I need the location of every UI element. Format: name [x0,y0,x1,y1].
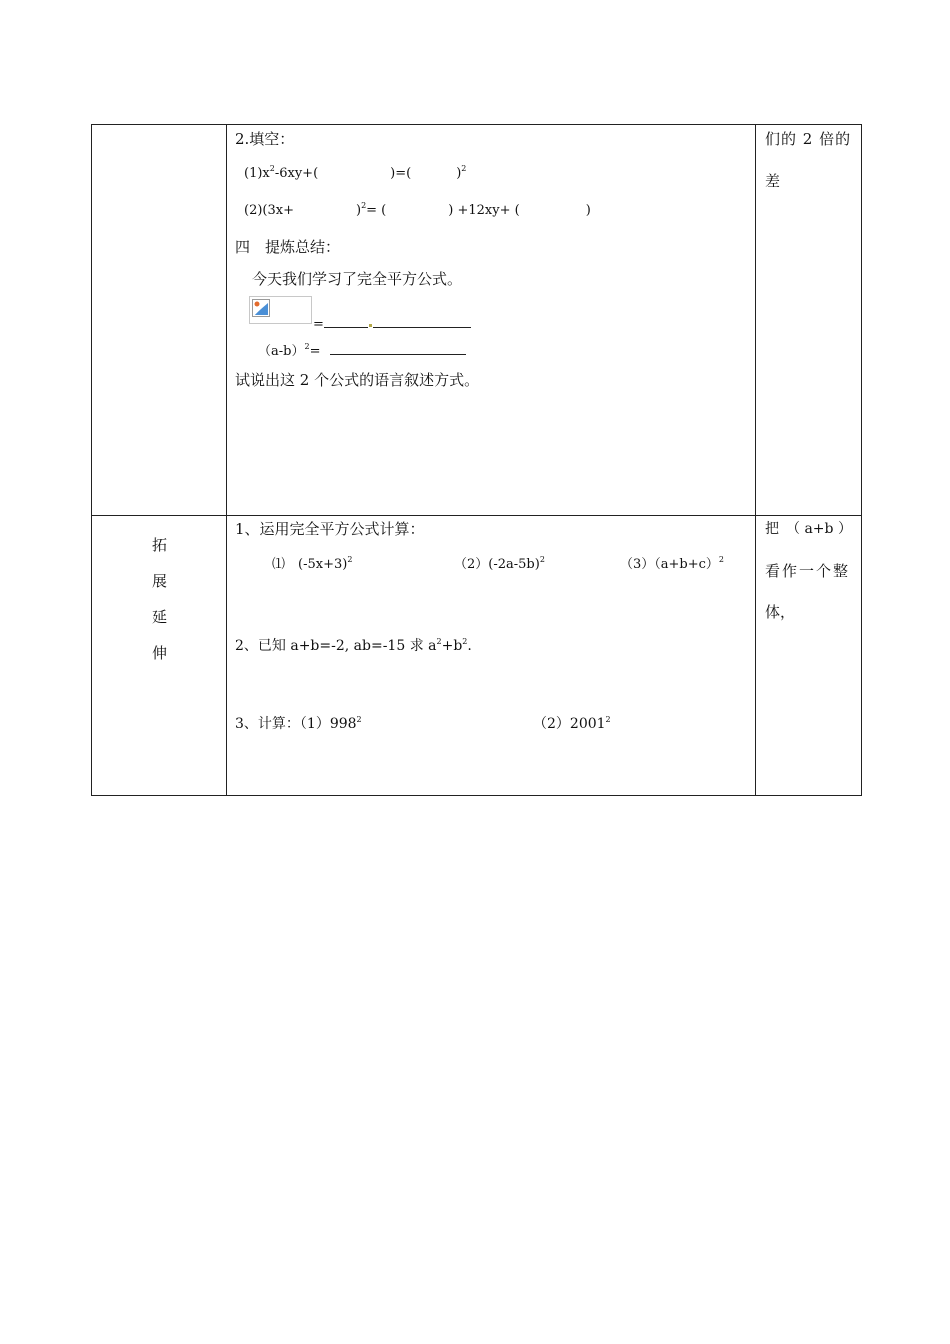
ink-dot [369,324,372,327]
extension-task-1: 1、运用完全平方公式计算： [235,520,425,538]
summary-prompt: 试说出这 2 个公式的语言叙述方式。 [235,371,480,389]
lesson-table [91,124,862,796]
note-text-line-1: 们的 2 倍的 [765,130,852,148]
summary-section-title: 四 提炼总结： [235,238,341,256]
task-1-part-a: ⑴ $(-5x+3)^2$ [272,555,353,572]
formula-image-placeholder [249,296,312,324]
column-divider-right [755,125,756,795]
hint-text-line-2: 看作一个整 [765,562,851,580]
side-label-char-2: 展 [152,572,168,590]
side-label-char-3: 延 [152,608,168,626]
hint-text-line-1: 把 （ a+b ） [765,521,852,537]
formula-1-answer-line: = [313,313,471,334]
column-divider-left [226,125,227,795]
fill-question-1: $(1)x^2-6xy+$( )=( )$^2$ [244,164,467,181]
row-divider [92,515,861,516]
extension-task-2: 2、已知 a+b=-2, ab=-15 求 $a^2+b^2$. [235,637,472,654]
task-1-part-c: $(3)(a+b+c)^2$ [620,555,725,572]
extension-task-3-part-2: （2）2001$^2$ [533,715,611,732]
summary-intro: 今天我们学习了完全平方公式。 [252,270,463,288]
fill-blank-title: 2.填空： [235,130,295,148]
formula-2-line: $(a-b)^2=$ [258,340,466,361]
note-text-line-2: 差 [765,172,781,190]
extension-task-3: 3、计算：$(1)998^2$ [235,715,362,732]
side-label-char-1: 拓 [152,536,168,554]
fill-question-2: $(2)(3x+ )^2=$ ( ) +12xy+ ( ) [244,201,591,218]
hint-text-line-3: 体， [765,603,796,621]
side-label-char-4: 伸 [152,644,168,662]
task-1-part-b: $(2)(-2a-5b)^2$ [454,555,545,572]
broken-image-icon [252,299,270,317]
